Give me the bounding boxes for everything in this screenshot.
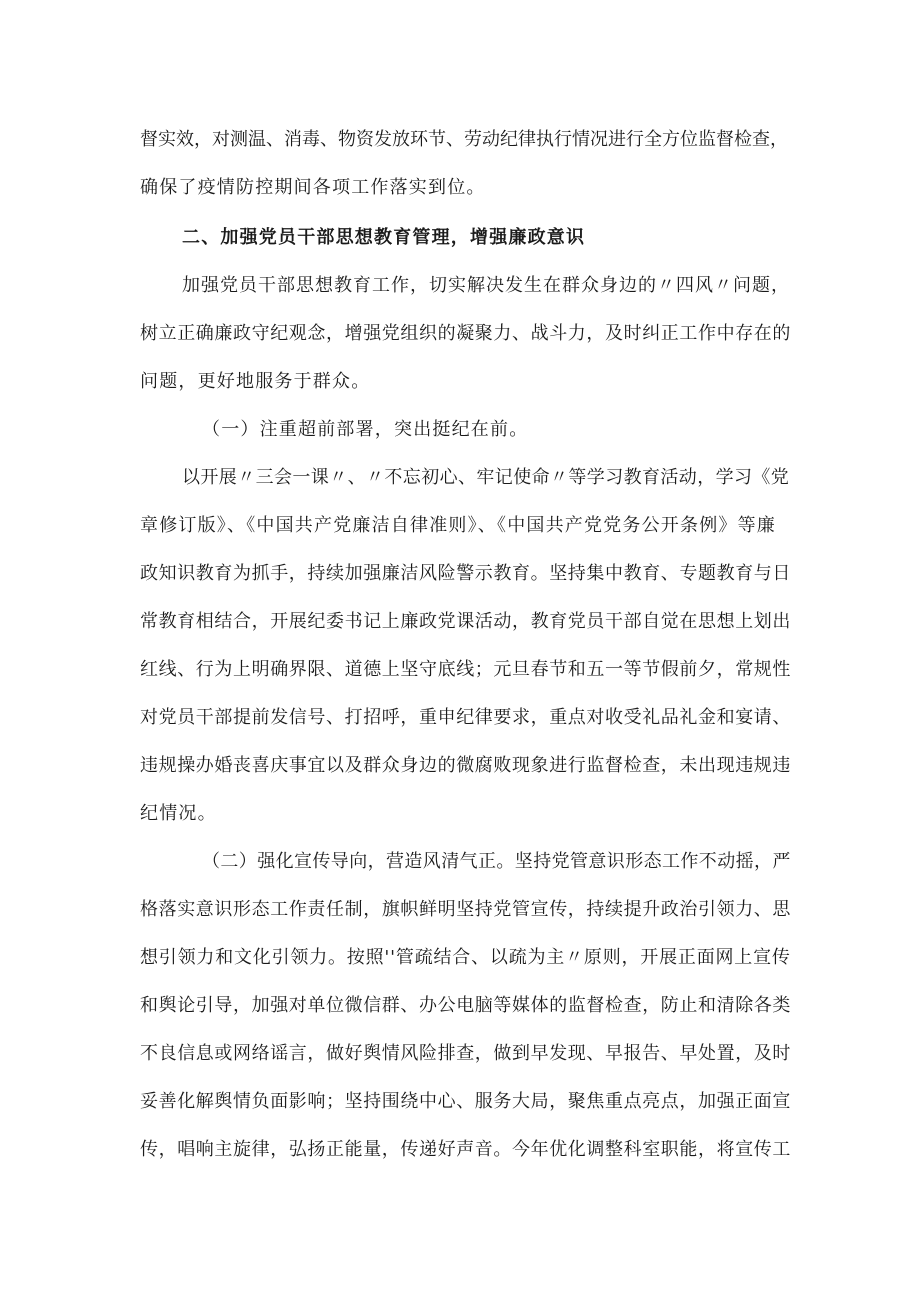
paragraph-line: 妥善化解舆情负面影响；坚持围绕中心、服务大局，聚焦重点亮点，加强正面宣 bbox=[140, 1091, 791, 1112]
paragraph-line: 不良信息或网络谣言，做好舆情风险排查，做到早发现、早报告、早处置，及时 bbox=[140, 1043, 791, 1064]
paragraph-line: 督实效，对测温、消毒、物资发放环节、劳动纪律执行情况进行全方位监督检查， bbox=[140, 129, 788, 150]
paragraph-line: 树立正确廉政守纪观念，增强党组织的凝聚力、战斗力，及时纠正工作中存在的 bbox=[140, 323, 791, 344]
paragraph-line: 加强党员干部思想教育工作，切实解决发生在群众身边的〃四风〃问题， bbox=[182, 275, 790, 296]
paragraph-line: 违规操办婚丧喜庆事宜以及群众身边的微腐败现象进行监督检查，未出现违规违 bbox=[140, 755, 791, 776]
paragraph-line: 对党员干部提前发信号、打招呼，重申纪律要求，重点对收受礼品礼金和宴请、 bbox=[140, 707, 791, 728]
paragraph-line: 传，唱响主旋律，弘扬正能量，传递好声音。今年优化调整科室职能，将宣传工 bbox=[140, 1139, 791, 1160]
paragraph-line: 格落实意识形态工作责任制，旗帜鲜明坚持党管宣传，持续提升政治引领力、思 bbox=[140, 899, 791, 920]
paragraph-line: 问题，更好地服务于群众。 bbox=[140, 371, 371, 392]
paragraph-line: 红线、行为上明确界限、道德上坚守底线；元旦春节和五一等节假前夕，常规性 bbox=[140, 659, 791, 680]
paragraph-line: 想引领力和文化引领力。按照''管疏结合、以疏为主〃原则，开展正面网上宣传 bbox=[140, 947, 791, 968]
paragraph-line: 以开展〃三会一课〃、〃不忘初心、牢记使命〃等学习教育活动，学习《党 bbox=[182, 467, 790, 488]
subsection-paragraph-line: （二）强化宣传导向，营造风清气正。坚持党管意识形态工作不动摇，严 bbox=[202, 851, 791, 872]
subsection-heading: （一）注重超前部署，突出挺纪在前。 bbox=[202, 419, 529, 440]
paragraph-line: 章修订版》、《中国共产党廉洁自律准则》、《中国共产党党务公开条例》等廉 bbox=[140, 515, 776, 536]
paragraph-line: 纪情况。 bbox=[140, 803, 217, 824]
paragraph-line: 和舆论引导，加强对单位微信群、办公电脑等媒体的监督检查，防止和清除各类 bbox=[140, 995, 791, 1016]
paragraph-line: 确保了疫情防控期间各项工作落实到位。 bbox=[140, 177, 486, 198]
paragraph-line: 政知识教育为抓手，持续加强廉洁风险警示教育。坚持集中教育、专题教育与日 bbox=[140, 563, 791, 584]
paragraph-line: 常教育相结合，开展纪委书记上廉政党课活动，教育党员干部自觉在思想上划出 bbox=[140, 611, 791, 632]
section-heading: 二、加强党员干部思想教育管理，增强廉政意识 bbox=[182, 227, 586, 248]
